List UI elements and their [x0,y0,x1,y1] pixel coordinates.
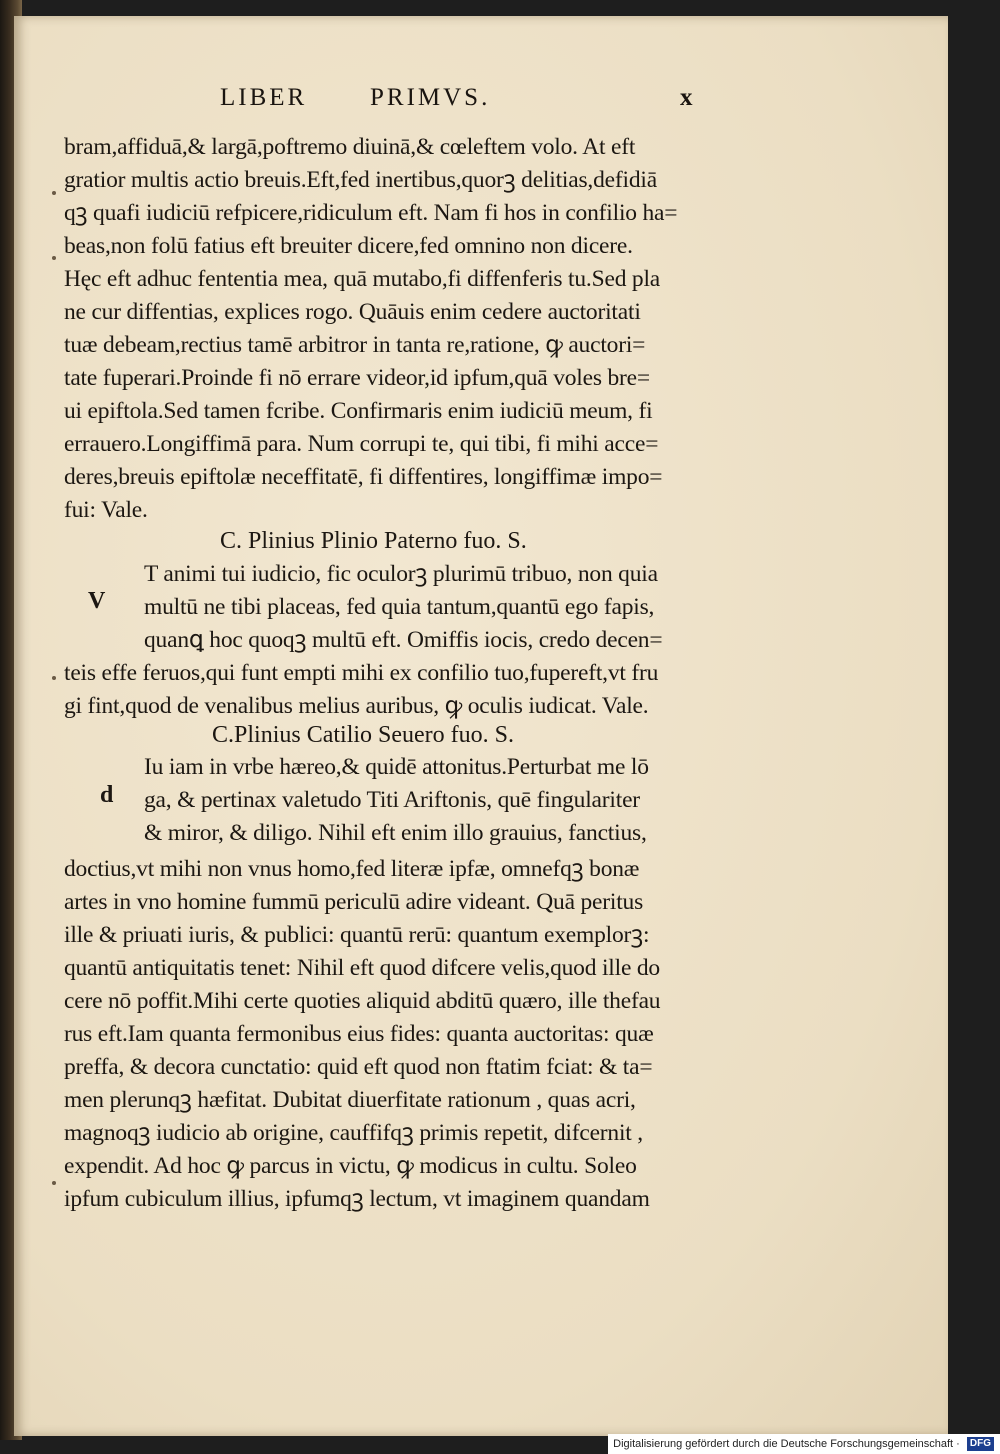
text-line: preffa, & decora cunctatio: quid eft quod non ftatim fciat: & ta= [64,1054,653,1080]
text-line: doctius,vt mihi non vnus homo,fed literæ ipfæ, omnefqꝫ bonæ [64,856,640,882]
text-line: ipfum cubiculum illius, ipfumqꝫ lectum, vt imaginem quandam [64,1186,650,1212]
text-line: deres,breuis epiftolæ neceffitatē, fi diffentires, longiffimæ impo= [64,464,663,490]
text-line: artes in vno homine fummū periculū adire videant. Quā peritus [64,889,644,915]
text-line: quantū antiquitatis tenet: Nihil eft quod difcere velis,quod ille do [64,955,660,981]
margin-dot [52,191,56,195]
text-line: gratior multis actio breuis.Eft,fed inertibus,quorꝫ delitias,defidiā [64,167,657,193]
text-line: cere nō poffit.Mihi certe quoties aliquid abditū quæro, ille thefau [64,988,661,1014]
text-line: multū ne tibi placeas, fed quia tantum,quantū ego fapis, [144,594,655,620]
text-line: errauero.Longiffimā para. Num corrupi te, qui tibi, fi mihi acce= [64,431,659,457]
text-line: men plerunqꝫ hæfitat. Dubitat diuerfitate rationum , quas acri, [64,1087,636,1113]
text-line: fui: Vale. [64,497,148,523]
text-line: rus eft.Iam quanta fermonibus eius fides: quanta auctoritas: quæ [64,1021,654,1047]
text-line: expendit. Ad hoc ꝙ parcus in victu, ꝙ modicus in cultu. Soleo [64,1153,637,1179]
running-head-right: PRIMVS. [370,84,491,111]
text-line: tuæ debeam,rectius tamē arbitror in tanta re,ratione, ꝙ auctori= [64,332,646,358]
text-line: & miror, & diligo. Nihil eft enim illo grauius, fanctius, [144,820,647,846]
running-head-left: LIBER [220,84,308,111]
text-line: teis effe feruos,qui funt empti mihi ex confilio tuo,fupereft,vt fru [64,660,659,686]
text-line: ui epiftola.Sed tamen fcribe. Confirmaris enim iudiciū meum, fi [64,398,653,424]
margin-dot [52,256,56,260]
margin-dot [52,676,56,680]
folio-number: x [680,84,696,111]
text-line: beas,non folū fatius eft breuiter dicere,fed omnino non dicere. [64,233,633,259]
text-line: Hęc eft adhuc fententia mea, quā mutabo,fi diffenferis tu.Sed pla [64,266,661,292]
text-line: T animi tui iudicio, fic oculorꝫ plurimū tribuo, non quia [144,561,658,587]
initial-letter: V [88,588,106,614]
letter-heading: C. Plinius Plinio Paterno fuo. S. [220,528,527,554]
margin-dot [52,1181,56,1185]
footer-text: Digitalisierung gefördert durch die Deutsche Forschungsgemeinschaft · [613,1438,960,1450]
text-line: ille & priuati iuris, & publici: quantū rerū: quantum exemplorꝫ: [64,922,650,948]
dfg-logo: DFG [967,1437,994,1451]
text-line: bram,affiduā,& largā,poftremo diuinā,& cœleftem volo. At eft [64,134,636,160]
text-line: tate fuperari.Proinde fi nō errare videor,id ipfum,quā voles bre= [64,365,650,391]
digitization-footer [608,1434,1000,1454]
text-line: qꝫ quafi iudiciū refpicere,ridiculum eft. Nam fi hos in confilio ha= [64,200,678,226]
text-line: ne cur diffentias, explices rogo. Quāuis enim cedere auctoritati [64,299,641,325]
text-line: ga, & pertinax valetudo Titi Ariftonis, quē fingulariter [144,787,640,813]
text-line: magnoqꝫ iudicio ab origine, cauffifqꝫ primis repetit, difcernit , [64,1120,643,1146]
text-line: Iu iam in vrbe hæreo,& quidē attonitus.Perturbat me lō [144,754,649,780]
text-line: quanꝗ hoc quoqꝫ multū eft. Omiffis iocis, credo decen= [144,627,663,653]
initial-letter: d [100,782,114,808]
book-page [14,16,948,1436]
letter-heading: C.Plinius Catilio Seuero fuo. S. [212,722,515,748]
text-line: gi fint,quod de venalibus melius auribus, ꝙ oculis iudicat. Vale. [64,693,649,719]
